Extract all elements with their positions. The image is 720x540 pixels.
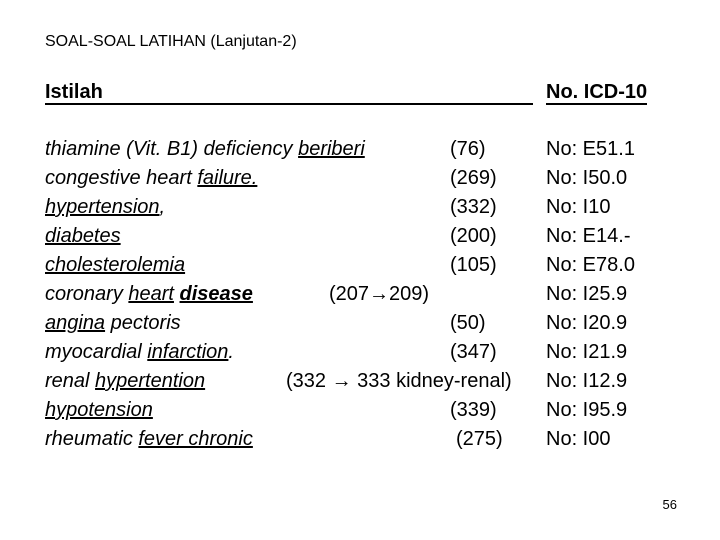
code: (339) [450,399,497,421]
list-item [45,283,685,312]
icd-code: No: E51.1 [546,138,635,160]
code: (200) [450,225,497,247]
term: coronary heart disease [45,283,253,305]
column-header-icd [546,81,647,103]
code: (332) [450,196,497,218]
term: myocardial infarction. [45,341,234,363]
page-number: 56 [662,497,677,512]
right-arrow-icon: → [331,370,352,392]
code: (275) [456,428,503,450]
term: hypertension, [45,196,166,218]
term: hypotension [45,399,153,421]
term: angina pectoris [45,312,181,334]
column-header-istilah: Istilah [45,81,533,105]
list-item [45,167,685,196]
term: thiamine (Vit. B1) deficiency beriberi [45,138,365,160]
column-header-icd-label: No. ICD-10 [546,81,648,103]
term-list [45,138,685,457]
right-arrow-icon: → [369,283,390,305]
term: rheumatic fever chronic [45,428,253,450]
icd-code: No: I00 [546,428,611,450]
code: (76) [450,138,486,160]
list-item [45,312,685,341]
icd-code: No: E14.- [546,225,631,247]
code: (50) [450,312,486,334]
term: diabetes [45,225,121,247]
icd-code: No: I21.9 [546,341,628,363]
code: (269) [450,167,497,189]
icd-code: No: I95.9 [546,399,628,421]
code: (207→209) [329,283,430,305]
term: renal hypertention [45,370,206,392]
icd-code: No: I50.0 [546,167,628,189]
list-item [45,254,685,283]
code: (347) [450,341,497,363]
code: (105) [450,254,497,276]
icd-code: No: I10 [546,196,611,218]
list-item [45,428,685,457]
list-item [45,225,685,254]
list-item [45,341,685,370]
code: (332 → 333 kidney-renal) [286,370,512,392]
term: cholesterolemia [45,254,186,276]
icd-code: No: I12.9 [546,370,628,392]
icd-code: No: I20.9 [546,312,628,334]
slide-title: SOAL-SOAL LATIHAN (Lanjutan-2) [45,33,297,50]
list-item [45,138,685,167]
list-item [45,196,685,225]
icd-code: No: E78.0 [546,254,635,276]
term: congestive heart failure. [45,167,258,189]
list-item [45,399,685,428]
list-item [45,370,685,399]
icd-code: No: I25.9 [546,283,628,305]
